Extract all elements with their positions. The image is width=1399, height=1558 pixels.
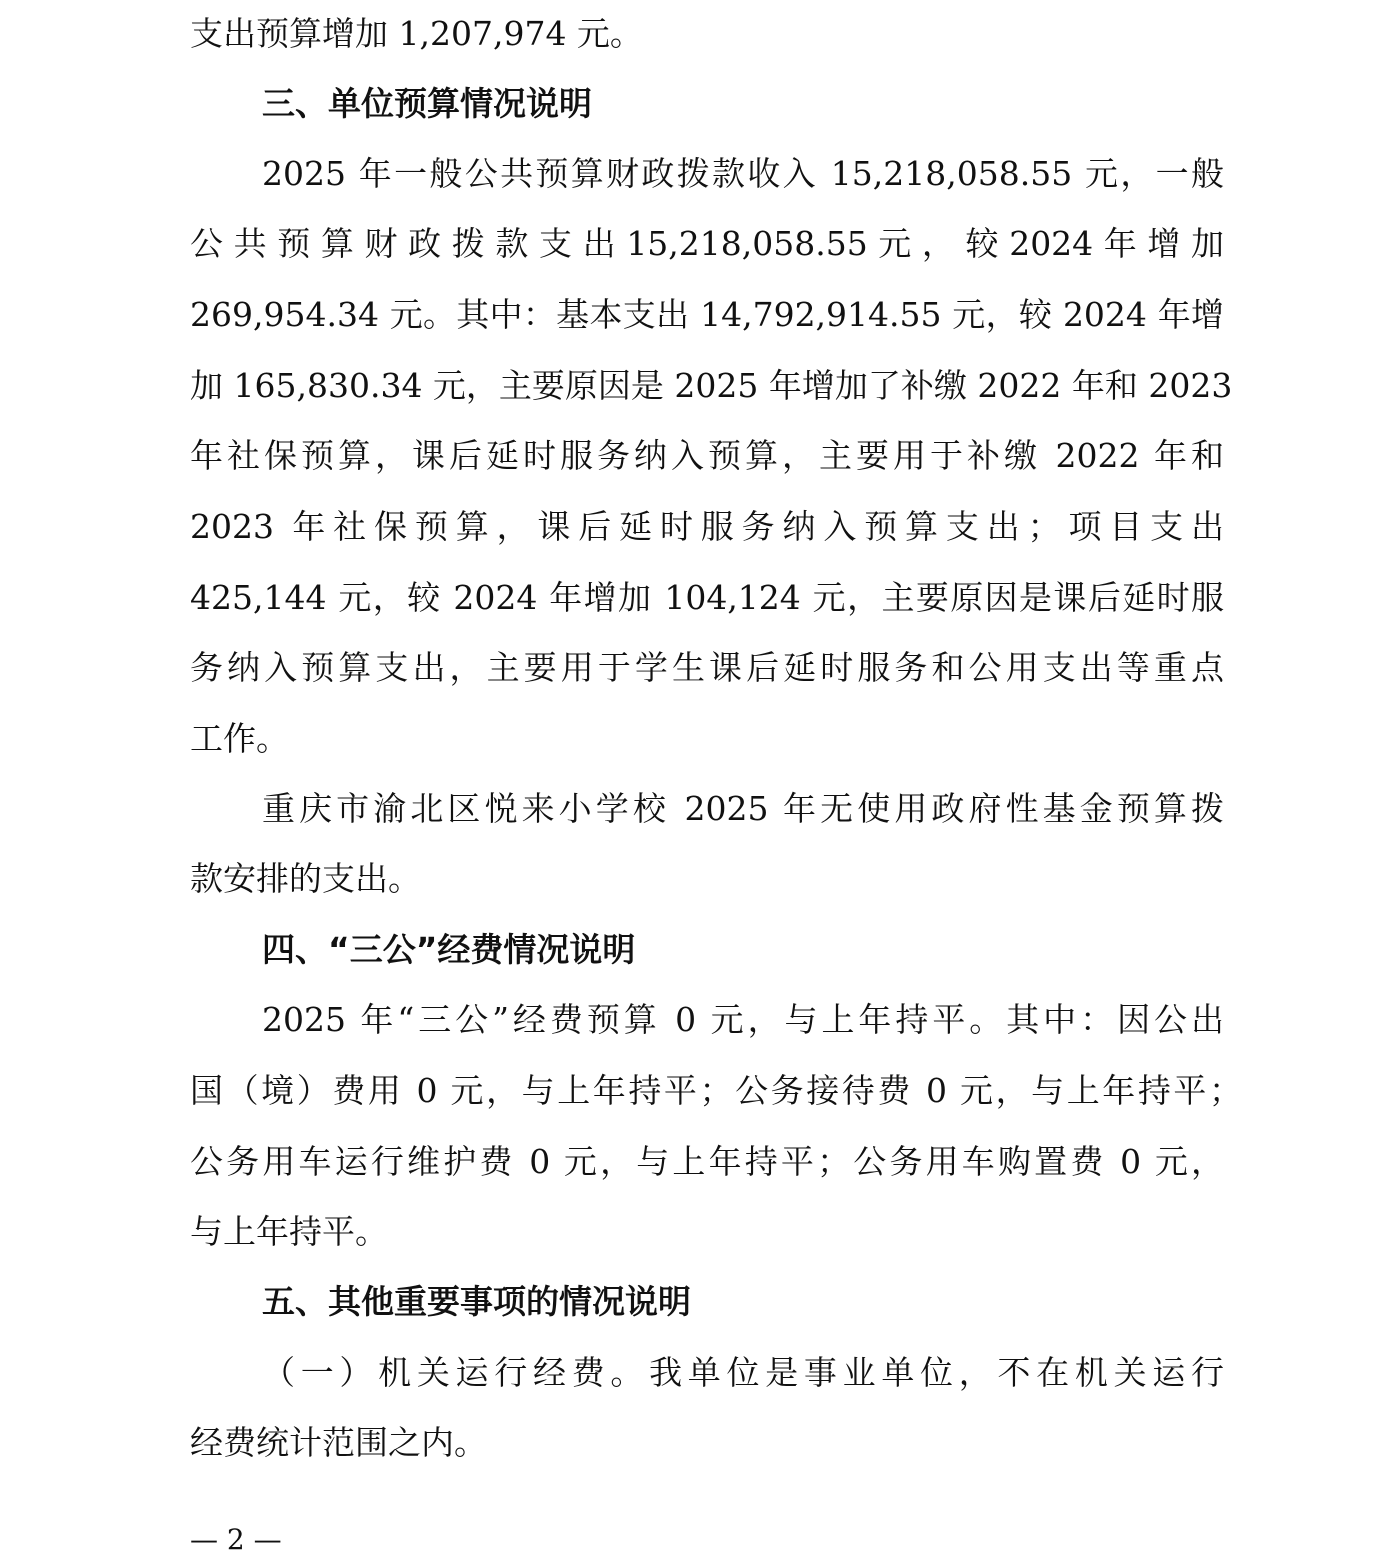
body-line-20: （一）机关运行经费。我单位是事业单位，不在机关运行 xyxy=(262,1353,1224,1392)
body-line-17: 公务用车运行维护费 0 元，与上年持平；公务用车购置费 0 元， xyxy=(190,1142,1224,1181)
body-line-16: 国（境）费用 0 元，与上年持平；公务接待费 0 元，与上年持平； xyxy=(190,1071,1242,1110)
body-line-21: 经费统计范围之内。 xyxy=(190,1423,487,1462)
body-line-11: 工作。 xyxy=(190,719,289,758)
body-line-10: 务纳入预算支出，主要用于学生课后延时服务和公用支出等重点 xyxy=(190,648,1224,687)
page-number: — 2 — xyxy=(190,1523,282,1556)
body-line-7: 年社保预算，课后延时服务纳入预算，主要用于补缴 2022 年和 xyxy=(190,436,1224,475)
section-heading-4: 四、“三公”经费情况说明 xyxy=(262,930,636,969)
body-line-12: 重庆市渝北区悦来小学校 2025 年无使用政府性基金预算拨 xyxy=(262,789,1224,828)
body-line-15: 2025 年“三公”经费预算 0 元，与上年持平。其中：因公出 xyxy=(262,1000,1224,1039)
body-line-5: 269,954.34 元。其中：基本支出 14,792,914.55 元，较 2024 年增 xyxy=(190,295,1224,334)
body-line-18: 与上年持平。 xyxy=(190,1212,388,1251)
section-heading-5: 五、其他重要事项的情况说明 xyxy=(262,1282,691,1321)
body-line-13: 款安排的支出。 xyxy=(190,859,421,898)
body-line-4: 公 共 预 算 财 政 拨 款 支 出 15,218,058.55 元 ， 较 2024 年 增 加 xyxy=(190,224,1224,263)
body-line-9: 425,144 元，较 2024 年增加 104,124 元，主要原因是课后延时服 xyxy=(190,578,1224,617)
body-line-3: 2025 年一般公共预算财政拨款收入 15,218,058.55 元，一般 xyxy=(262,154,1224,193)
body-line-6: 加 165,830.34 元，主要原因是 2025 年增加了补缴 2022 年和 2023 xyxy=(190,366,1233,405)
body-line-8: 2023 年社保预算，课后延时服务纳入预算支出；项目支出 xyxy=(190,507,1224,546)
body-line-1: 支出预算增加 1,207,974 元。 xyxy=(190,14,643,53)
section-heading-3: 三、单位预算情况说明 xyxy=(262,84,592,123)
